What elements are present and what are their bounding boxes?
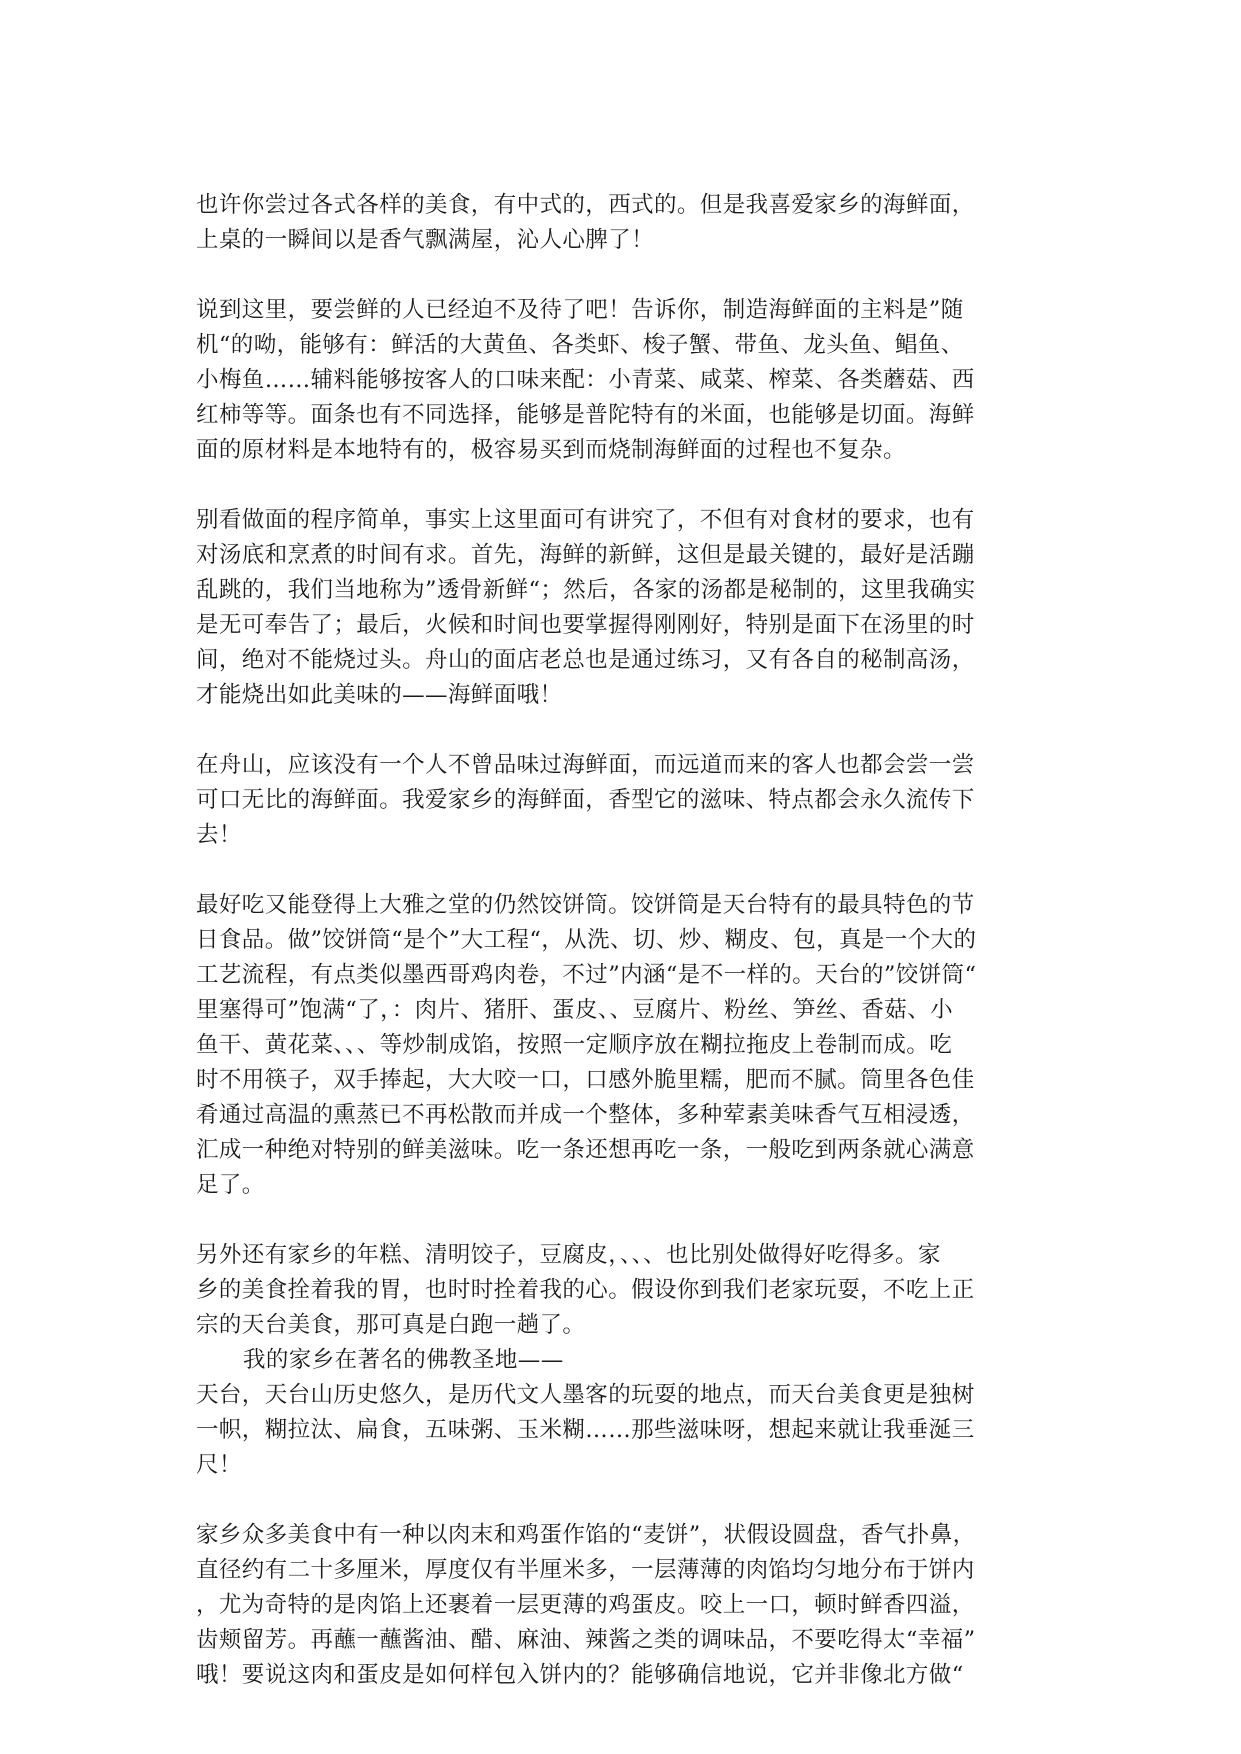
text-line: 在舟山，应该没有一个人不曾品味过海鲜面，而远道而来的客人也都会尝一尝 <box>196 752 975 778</box>
text-line: 是无可奉告了；最后，火候和时间也要掌握得刚刚好，特别是面下在汤里的时 <box>196 612 975 638</box>
text-line: 宗的天台美食，那可真是白跑一趟了。 <box>196 1312 586 1338</box>
paragraph-jiaobingtong <box>196 888 1056 1203</box>
text-line: 另外还有家乡的年糕、清明饺子，豆腐皮，、、、也比别处做得好吃得多。家 <box>196 1242 941 1268</box>
document-body <box>196 188 1056 1693</box>
text-line: 说到这里，要尝鲜的人已经迫不及待了吧！告诉你，制造海鲜面的主料是”随 <box>196 297 964 323</box>
paragraph-tiantai <box>196 1343 1056 1483</box>
text-line: 乡的美食拴着我的胃，也时时拴着我的心。假设你到我们老家玩耍，不吃上正 <box>196 1277 975 1303</box>
text-line: 面的原材料是本地特有的，极容易买到而烧制海鲜面的过程也不复杂。 <box>196 437 906 463</box>
paragraph-zhoushan <box>196 748 1056 853</box>
text-line: 天台，天台山历史悠久，是历代文人墨客的玩耍的地点，而天台美食更是独树 <box>196 1382 975 1408</box>
text-line: 日食品。做”饺饼筒“是个”大工程“，从洗、切、炒、糊皮、包，真是一个大的 <box>196 927 977 953</box>
text-line: 去！ <box>196 822 242 848</box>
text-line: 时不用筷子，双手捧起，大大咬一口，口感外脆里糯，肥而不腻。筒里各色佳 <box>196 1067 975 1093</box>
paragraph-seafood-ingredients <box>196 293 1056 468</box>
text-line: 乱跳的，我们当地称为”透骨新鲜“；然后，各家的汤都是秘制的，这里我确实 <box>196 577 976 603</box>
text-line: 直径约有二十多厘米，厚度仅有半厘米多，一层薄薄的肉馅均匀地分布于饼内 <box>196 1557 975 1583</box>
text-line: 里塞得可”饱满“了，：肉片、猪肝、蛋皮、、豆腐片、粉丝、笋丝、香菇、小 <box>196 997 954 1023</box>
text-line: 一帜，糊拉汰、扁食，五味粥、玉米糊……那些滋味呀，想起来就让我垂涎三 <box>196 1417 975 1443</box>
text-line: 也许你尝过各式各样的美食，有中式的，西式的。但是我喜爱家乡的海鲜面， <box>196 192 975 218</box>
text-line: 可口无比的海鲜面。我爱家乡的海鲜面，香型它的滋味、特点都会永久流传下 <box>196 787 975 813</box>
text-line: 上桌的一瞬间以是香气飘满屋，沁人心脾了！ <box>196 227 655 253</box>
paragraph-other-foods <box>196 1238 1056 1343</box>
text-line: 才能烧出如此美味的——海鲜面哦！ <box>196 682 563 708</box>
paragraph-seafood-intro <box>196 188 1056 258</box>
text-line: 家乡众多美食中有一种以肉末和鸡蛋作馅的“麦饼”，状假设圆盘，香气扑鼻， <box>196 1522 976 1548</box>
text-line: 间，绝对不能烧过头。舟山的面店老总也是通过练习，又有各自的秘制高汤， <box>196 647 975 673</box>
text-line: 小梅鱼……辅料能够按客人的口味来配：小青菜、咸菜、榨菜、各类蘑菇、西 <box>196 367 975 393</box>
text-line: 鱼干、黄花菜、、、等炒制成馅，按照一定顺序放在糊拉拖皮上卷制而成。吃 <box>196 1032 953 1058</box>
paragraph-seafood-process <box>196 503 1056 713</box>
text-line: 哦！要说这肉和蛋皮是如何样包入饼内的？能够确信地说，它并非像北方做“ <box>196 1662 964 1688</box>
text-line: 对汤底和烹煮的时间有求。首先，海鲜的新鲜，这但是最关键的，最好是活蹦 <box>196 542 975 568</box>
text-line: 足了。 <box>196 1172 265 1198</box>
text-line: 机“的呦，能够有：鲜活的大黄鱼、各类虾、梭子蟹、带鱼、龙头鱼、鲳鱼、 <box>196 332 964 358</box>
text-line: 汇成一种绝对特别的鲜美滋味。吃一条还想再吃一条，一般吃到两条就心满意 <box>196 1137 975 1163</box>
text-line: 尺！ <box>196 1452 242 1478</box>
text-line-indented: 我的家乡在著名的佛教圣地—— <box>243 1347 564 1373</box>
paragraph-maibing <box>196 1518 1056 1693</box>
text-line: 肴通过高温的熏蒸已不再松散而并成一个整体，多种荤素美味香气互相浸透， <box>196 1102 975 1128</box>
text-line: 工艺流程，有点类似墨西哥鸡肉卷，不过”内涵“是不一样的。天台的”饺饼筒“ <box>196 962 977 988</box>
text-line: 红柿等等。面条也有不同选择，能够是普陀特有的米面，也能够是切面。海鲜 <box>196 402 975 428</box>
text-line: 齿颊留芳。再蘸一蘸酱油、醋、麻油、辣酱之类的调味品，不要吃得太“幸福” <box>196 1627 976 1653</box>
text-line: 别看做面的程序简单，事实上这里面可有讲究了，不但有对食材的要求，也有 <box>196 507 975 533</box>
text-line: ，尤为奇特的是肉馅上还裹着一层更薄的鸡蛋皮。咬上一口，顿时鲜香四溢， <box>196 1592 975 1618</box>
text-line: 最好吃又能登得上大雅之堂的仍然饺饼筒。饺饼筒是天台特有的最具特色的节 <box>196 892 975 918</box>
